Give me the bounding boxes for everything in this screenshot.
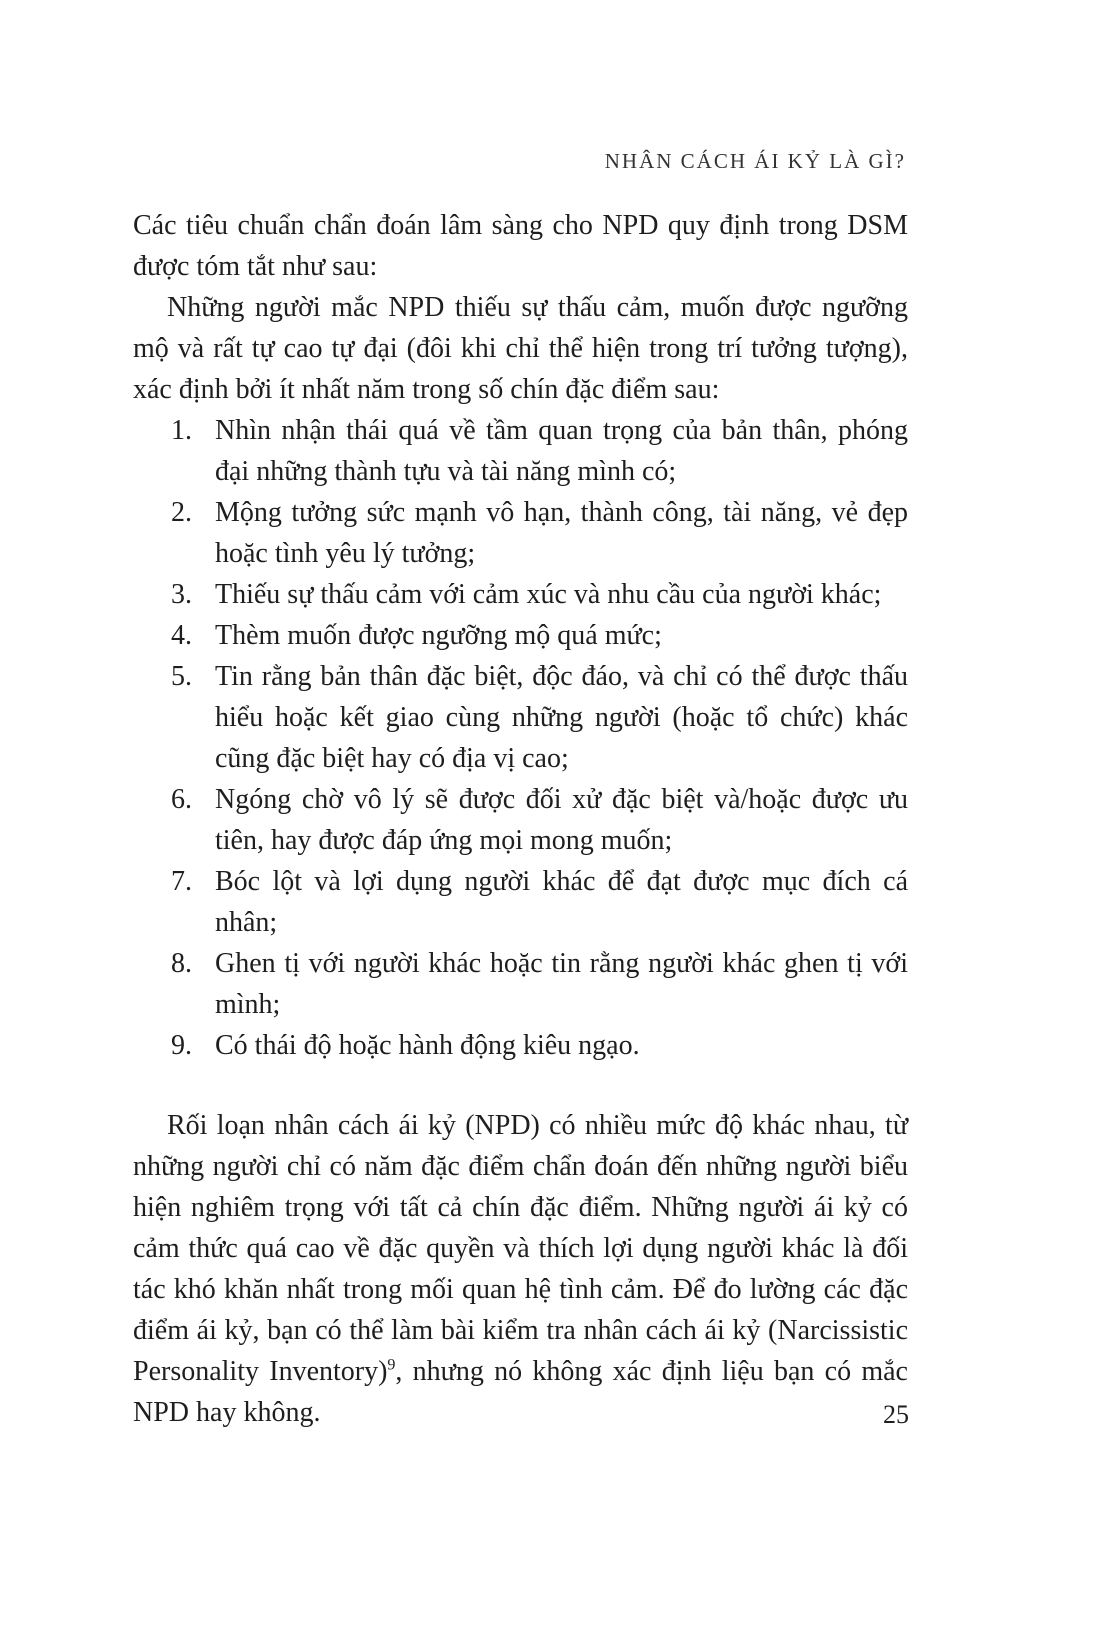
list-item-text: Ghen tị với người khác hoặc tin rằng người khác ghen tị với mình; bbox=[215, 948, 908, 1020]
list-item bbox=[133, 656, 908, 779]
list-item-text: Ngóng chờ vô lý sẽ được đối xử đặc biệt và/hoặc được ưu tiên, hay được đáp ứng mọi mong muốn; bbox=[215, 784, 908, 856]
list-item-text: Thèm muốn được ngưỡng mộ quá mức; bbox=[215, 620, 662, 651]
list-item bbox=[133, 615, 908, 656]
paragraph-spacer bbox=[133, 1066, 908, 1105]
list-item-number: 2. bbox=[171, 497, 192, 528]
list-item bbox=[133, 779, 908, 861]
closing-paragraph bbox=[133, 1105, 908, 1433]
list-item-number: 6. bbox=[171, 784, 192, 815]
list-item-number: 9. bbox=[171, 1030, 192, 1061]
list-item-number: 8. bbox=[171, 948, 192, 979]
closing-text: Rối loạn nhân cách ái kỷ (NPD) có nhiều mức độ khác nhau, từ những người chỉ có năm đặc điểm chẩn đoán đến những người biểu hiện nghiêm trọng với tất cả chín đặc điểm. Những người ái kỷ có cảm thức quá cao về đặc quyền và thích lợi dụng người khác là đối tác khó khăn nhất trong mối quan hệ tình cảm. Để đo lường các đặc điểm ái kỷ, bạn có thể làm bài kiểm tra nhân cách ái kỷ (Narcissistic Personality Inventory) bbox=[133, 1110, 908, 1387]
list-item-text: Bóc lột và lợi dụng người khác để đạt được mục đích cá nhân; bbox=[215, 866, 908, 938]
list-item-text: Tin rằng bản thân đặc biệt, độc đáo, và chỉ có thể được thấu hiểu hoặc kết giao cùng những người (hoặc tổ chức) khác cũng đặc biệt hay có địa vị cao; bbox=[215, 661, 908, 774]
list-item bbox=[133, 574, 908, 615]
list-item bbox=[133, 410, 908, 492]
intro-paragraph: Các tiêu chuẩn chẩn đoán lâm sàng cho NPD quy định trong DSM được tóm tắt như sau: bbox=[133, 210, 908, 282]
criteria-list bbox=[133, 410, 908, 1066]
list-item bbox=[133, 861, 908, 943]
running-title: NHÂN CÁCH ÁI KỶ LÀ GÌ? bbox=[604, 149, 906, 173]
list-item bbox=[133, 492, 908, 574]
list-item-number: 4. bbox=[171, 620, 192, 651]
list-item bbox=[133, 1025, 908, 1066]
footnote-marker: 9 bbox=[387, 1356, 396, 1374]
list-item-number: 3. bbox=[171, 579, 192, 610]
list-item-text: Mộng tưởng sức mạnh vô hạn, thành công, tài năng, vẻ đẹp hoặc tình yêu lý tưởng; bbox=[215, 497, 908, 569]
list-item-number: 5. bbox=[171, 661, 192, 692]
page-number: 25 bbox=[883, 1400, 909, 1429]
lead-paragraph: Những người mắc NPD thiếu sự thấu cảm, muốn được ngưỡng mộ và rất tự cao tự đại (đôi khi chỉ thể hiện trong trí tưởng tượng), xác định bởi ít nhất năm trong số chín đặc điểm sau: bbox=[133, 292, 908, 405]
list-item-text: Nhìn nhận thái quá về tầm quan trọng của bản thân, phóng đại những thành tựu và tài năng mình có; bbox=[215, 415, 908, 487]
list-item-number: 7. bbox=[171, 866, 192, 897]
list-item-text: Có thái độ hoặc hành động kiêu ngạo. bbox=[215, 1030, 640, 1061]
closing-text-end: , nhưng nó không xác định liệu bạn có mắc NPD hay không. bbox=[133, 1356, 908, 1428]
list-item-text: Thiếu sự thấu cảm với cảm xúc và nhu cầu của người khác; bbox=[215, 579, 882, 610]
list-item-number: 1. bbox=[171, 415, 192, 446]
list-item bbox=[133, 943, 908, 1025]
page-body bbox=[133, 205, 908, 1433]
